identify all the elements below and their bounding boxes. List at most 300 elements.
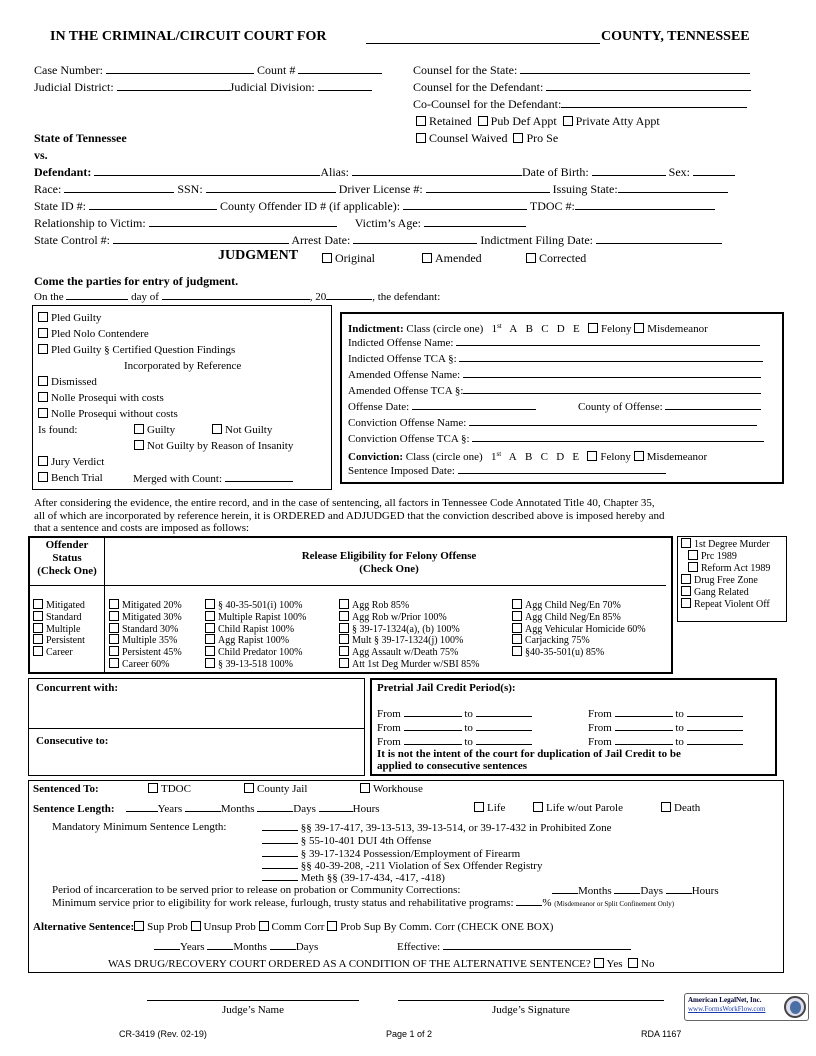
arrest-date-field[interactable] xyxy=(353,233,477,244)
conv-class-d[interactable]: D xyxy=(556,451,565,463)
to-field[interactable] xyxy=(476,720,532,731)
minimum-pct-field[interactable] xyxy=(516,895,542,906)
pled-nolo-option xyxy=(38,327,149,341)
nolle-without-checkbox[interactable] xyxy=(38,408,48,418)
indicted-tca-row xyxy=(348,351,763,366)
drug-free-checkbox[interactable] xyxy=(681,574,691,584)
status-label-1: Standard xyxy=(46,611,82,623)
period-days-field[interactable] xyxy=(614,883,640,894)
private-atty-checkbox[interactable] xyxy=(563,116,573,126)
alternative-label: Alternative Sentence xyxy=(33,921,131,933)
dob-field[interactable] xyxy=(592,165,666,176)
from-field[interactable] xyxy=(615,720,673,731)
alias-label: Alias: xyxy=(320,165,349,179)
sentence-length-label: Sentence Length: xyxy=(33,803,115,815)
release-b-checkbox-3[interactable] xyxy=(205,634,215,644)
pretrial-row-2-0 xyxy=(377,734,532,749)
mm-field-1[interactable] xyxy=(262,820,298,831)
release-d-label-0: Agg Child Neg/En 70% xyxy=(525,600,621,611)
period-months-label: Months xyxy=(578,885,612,897)
day-field[interactable] xyxy=(66,289,128,300)
release-b-checkbox-0[interactable] xyxy=(205,599,215,609)
nolle-costs-label: Nolle Prosequi with costs xyxy=(51,392,164,404)
race-row xyxy=(34,182,728,196)
release-c-label-3: Mult § 39-17-1324(j) 100% xyxy=(352,635,464,647)
hours-field[interactable] xyxy=(319,801,353,812)
mm-field-2[interactable] xyxy=(262,833,298,844)
alt-years-field[interactable] xyxy=(154,939,180,950)
amended-tca-row xyxy=(348,383,761,398)
mm-label-1: §§ 39-17-417, 39-13-513, 39-13-514, or 39-17-432 in Prohibited Zone xyxy=(300,822,612,834)
nolle-costs-option xyxy=(38,391,164,405)
release-c-label-2: § 39-17-1324(a), (b) 100% xyxy=(352,623,460,635)
state-label: State of Tennessee xyxy=(34,131,127,145)
indicted-name-label: Indicted Offense Name: xyxy=(348,337,454,349)
not-guilty-checkbox[interactable] xyxy=(212,424,222,434)
period-hours-field[interactable] xyxy=(666,883,692,894)
conviction-misd-checkbox[interactable] xyxy=(634,451,644,461)
months-field[interactable] xyxy=(185,801,221,812)
guilty-option xyxy=(134,423,175,437)
release-header-line-1: Release Eligibility for Felony Offense xyxy=(301,550,477,562)
bench-option xyxy=(38,471,103,485)
release-eligibility-header xyxy=(106,550,672,576)
release-d-checkbox-2[interactable] xyxy=(512,623,522,633)
not-guilty-option xyxy=(212,423,272,437)
sentence-length-row xyxy=(33,801,380,816)
from-label: From xyxy=(377,736,401,748)
period-months-field[interactable] xyxy=(552,883,578,894)
alt-days-field[interactable] xyxy=(270,939,296,950)
status-header-line-2: Status xyxy=(52,552,82,564)
status-checkbox-1[interactable] xyxy=(33,611,43,621)
repeat-violent-option xyxy=(681,598,770,611)
not-guilty-insanity-label: Not Guilty by Reason of Insanity xyxy=(147,440,294,452)
pretrial-row-0-0 xyxy=(377,706,532,721)
release-a-checkbox-2[interactable] xyxy=(109,623,119,633)
status-header-line-3: (Check One) xyxy=(37,565,97,577)
count-field[interactable] xyxy=(298,63,382,74)
status-checkbox-3[interactable] xyxy=(33,634,43,644)
release-b-label-5: § 39-13-518 100% xyxy=(218,659,293,670)
globe-fill xyxy=(790,1001,801,1014)
counsel-waived-row xyxy=(416,131,558,145)
conviction-tca-field[interactable] xyxy=(472,431,764,442)
conv-class-b[interactable]: B xyxy=(525,451,533,463)
life-option xyxy=(474,801,505,815)
prob-sup-label: Prob Sup By Comm. Corr (CHECK ONE BOX) xyxy=(340,921,554,933)
murder-1st-checkbox[interactable] xyxy=(681,538,691,548)
from-label: From xyxy=(377,722,401,734)
reform-act-checkbox[interactable] xyxy=(688,562,698,572)
indictment-class-row xyxy=(348,319,708,336)
from-label: From xyxy=(588,736,612,748)
tdoc-field[interactable] xyxy=(575,199,715,210)
counsel-state-row xyxy=(413,63,750,77)
corrected-label: Corrected xyxy=(539,251,587,265)
amended-name-row xyxy=(348,367,761,382)
to-field[interactable] xyxy=(476,734,532,745)
sup-prob-checkbox[interactable] xyxy=(134,921,144,931)
nolle-without-label: Nolle Prosequi without costs xyxy=(51,408,178,420)
conv-class-c[interactable]: C xyxy=(540,451,548,463)
state-id-field[interactable] xyxy=(89,199,217,210)
case-number-label: Case Number: xyxy=(34,63,103,77)
month-field[interactable] xyxy=(162,289,310,300)
release-a-checkbox-5[interactable] xyxy=(109,658,119,668)
conv-class-e[interactable]: E xyxy=(572,451,580,463)
release-d-checkbox-4[interactable] xyxy=(512,646,522,656)
tdoc-option-label: TDOC xyxy=(161,783,191,795)
to-field[interactable] xyxy=(687,720,743,731)
indicted-name-field[interactable] xyxy=(456,335,760,346)
retained-label: Retained xyxy=(429,114,472,128)
release-c-checkbox-4[interactable] xyxy=(339,646,349,656)
judge-name-line[interactable] xyxy=(147,1000,359,1001)
release-c-checkbox-3[interactable] xyxy=(339,634,349,644)
pretrial-row-1-0 xyxy=(377,720,532,735)
conviction-name-field[interactable] xyxy=(469,415,757,426)
consecutive-label: Consecutive to: xyxy=(36,735,109,747)
incorporated-label: Incorporated by Reference xyxy=(124,360,242,372)
corrected-checkbox[interactable] xyxy=(526,253,536,263)
to-label: to xyxy=(464,736,473,748)
conv-class-a[interactable]: A xyxy=(508,451,517,463)
release-d-checkbox-0[interactable] xyxy=(512,599,522,609)
dismissed-option xyxy=(38,375,97,389)
offense-date-label: Offense Date: xyxy=(348,401,410,413)
release-a-label-0: Mitigated 20% xyxy=(122,600,182,611)
life-label: Life xyxy=(487,802,506,814)
sentenced-to-label: Sentenced To xyxy=(33,783,96,795)
release-a-checkbox-1[interactable] xyxy=(109,611,119,621)
relationship-row xyxy=(34,216,526,230)
county-offense-row xyxy=(578,399,761,414)
victim-age-field[interactable] xyxy=(424,216,526,227)
release-d-label-2: Agg Vehicular Homicide 60% xyxy=(525,623,646,635)
to-label: to xyxy=(464,722,473,734)
release-d-option-4 xyxy=(512,646,604,659)
pled-guilty-cert-label: Pled Guilty § Certified Question Findings xyxy=(51,344,236,356)
from-field[interactable] xyxy=(615,706,673,717)
cocounsel-label: Co-Counsel for the Defendant: xyxy=(413,97,562,111)
county-offense-label: County of Offense: xyxy=(578,401,663,413)
to-field[interactable] xyxy=(687,734,743,745)
victim-age-label: Victim’s Age: xyxy=(354,216,422,230)
judge-name-label: Judge’s Name xyxy=(221,1004,284,1016)
pled-guilty-label: Pled Guilty xyxy=(51,312,102,324)
prc-1989-checkbox[interactable] xyxy=(688,550,698,560)
conviction-felony-checkbox[interactable] xyxy=(587,451,597,461)
counsel-state-label: Counsel for the State: xyxy=(413,63,518,77)
release-d-checkbox-3[interactable] xyxy=(512,634,522,644)
repeat-violent-checkbox[interactable] xyxy=(681,598,691,608)
driver-license-label: Driver License #: xyxy=(338,182,423,196)
to-field[interactable] xyxy=(687,706,743,717)
release-d-checkbox-1[interactable] xyxy=(512,611,522,621)
from-label: From xyxy=(588,722,612,734)
mandatory-label: Mandatory Minimum Sentence Length: xyxy=(52,821,227,833)
years-field[interactable] xyxy=(126,801,158,812)
counsel-waived-checkbox[interactable] xyxy=(416,133,426,143)
case-number-field[interactable] xyxy=(106,63,254,74)
gang-related-label: Gang Related xyxy=(694,587,749,598)
sex-field[interactable] xyxy=(693,165,735,176)
case-number-row xyxy=(34,63,382,77)
concurrent-divider xyxy=(28,728,365,729)
sentence-imposed-field[interactable] xyxy=(458,463,666,474)
indictment-class-label: Class (circle one) xyxy=(406,323,484,335)
days-label: Days xyxy=(293,803,316,815)
period-days-label: Days xyxy=(640,885,663,897)
come-parties: Come the parties for entry of judgment. xyxy=(34,274,239,288)
cocounsel-field[interactable] xyxy=(561,97,747,108)
tdoc-option xyxy=(148,782,191,796)
release-c-option-5 xyxy=(339,658,480,671)
release-b-checkbox-5[interactable] xyxy=(205,658,215,668)
state-control-label: State Control #: xyxy=(34,233,110,247)
release-b-label-0: § 40-35-501(i) 100% xyxy=(218,600,303,611)
comm-corr-label: Comm Corr xyxy=(271,921,325,933)
order-line-2: all of which are incorporated by reference herein, it is ORDERED and ADJUDGED that the conviction described above is imposed hereby and xyxy=(34,510,665,522)
pled-guilty-cert-option xyxy=(38,343,235,357)
from-label: From xyxy=(377,708,401,720)
release-a-label-3: Multiple 35% xyxy=(122,635,178,647)
release-c-checkbox-5[interactable] xyxy=(339,658,349,668)
workhouse-option xyxy=(360,782,423,796)
conviction-class-label: Class (circle one) xyxy=(405,451,483,463)
years-label: Years xyxy=(157,803,183,815)
county-field[interactable] xyxy=(366,30,600,47)
release-a-checkbox-0[interactable] xyxy=(109,599,119,609)
counsel-defendant-field[interactable] xyxy=(546,80,751,91)
release-a-checkbox-3[interactable] xyxy=(109,634,119,644)
rda-number: RDA 1167 xyxy=(641,1029,682,1039)
mm-field-3[interactable] xyxy=(262,846,298,857)
release-b-label-2: Child Rapist 100% xyxy=(218,623,295,635)
relationship-field[interactable] xyxy=(149,216,337,227)
sentenced-to-row: Sentenced To: xyxy=(33,783,99,795)
class-d[interactable]: D xyxy=(556,323,565,335)
from-field[interactable] xyxy=(615,734,673,745)
gang-related-checkbox[interactable] xyxy=(681,586,691,596)
class-a[interactable]: A xyxy=(509,323,518,335)
alt-years-label: Years xyxy=(180,941,205,953)
pro-se-checkbox[interactable] xyxy=(513,133,523,143)
jury-checkbox[interactable] xyxy=(38,456,48,466)
amended-checkbox[interactable] xyxy=(422,253,432,263)
class-c[interactable]: C xyxy=(541,323,549,335)
to-field[interactable] xyxy=(476,706,532,717)
conv-class-1[interactable]: 1st xyxy=(490,450,502,463)
offense-date-field[interactable] xyxy=(412,399,536,410)
status-label-0: Mitigated xyxy=(46,600,85,611)
state-id-row xyxy=(34,199,715,213)
unsup-prob-checkbox[interactable] xyxy=(191,921,201,931)
conviction-name-row xyxy=(348,415,757,430)
status-label-3: Persistent xyxy=(46,635,85,647)
release-b-checkbox-1[interactable] xyxy=(205,611,215,621)
offender-header-line xyxy=(30,585,666,586)
conviction-class-row xyxy=(348,447,707,464)
release-b-checkbox-4[interactable] xyxy=(205,646,215,656)
tdoc-checkbox[interactable] xyxy=(148,783,158,793)
period-hours-label: Hours xyxy=(691,885,719,897)
mm-field-4[interactable] xyxy=(262,858,298,869)
counsel-defendant-row xyxy=(413,80,751,94)
mm-field-5[interactable] xyxy=(262,870,298,881)
alt-days-label: Days xyxy=(295,941,319,953)
race-label: Race: xyxy=(34,182,62,196)
retained-checkbox[interactable] xyxy=(416,116,426,126)
status-checkbox-2[interactable] xyxy=(33,623,43,633)
death-checkbox[interactable] xyxy=(661,802,671,812)
indictment-felony-checkbox[interactable] xyxy=(588,323,598,333)
race-field[interactable] xyxy=(64,182,174,193)
status-header-line-1: Offender xyxy=(45,539,89,551)
judgment-title: JUDGMENT xyxy=(218,248,299,263)
drug-court-yes-checkbox[interactable] xyxy=(594,958,604,968)
sex-label: Sex: xyxy=(668,165,690,179)
mm-label-3: § 39-17-1324 Possession/Employment of Firearm xyxy=(300,848,521,860)
amended-tca-field[interactable] xyxy=(463,383,761,394)
pled-nolo-label: Pled Nolo Contendere xyxy=(51,328,149,340)
pub-def-checkbox[interactable] xyxy=(478,116,488,126)
indicted-name-row xyxy=(348,335,760,350)
life-checkbox[interactable] xyxy=(474,802,484,812)
amended-tca-label: Amended Offense TCA §: xyxy=(348,385,464,397)
judicial-division-field[interactable] xyxy=(318,80,372,91)
status-label-4: Career xyxy=(46,647,73,659)
class-b[interactable]: B xyxy=(525,323,533,335)
release-a-checkbox-4[interactable] xyxy=(109,646,119,656)
from-field[interactable] xyxy=(404,734,462,745)
driver-license-field[interactable] xyxy=(426,182,550,193)
dismissed-checkbox[interactable] xyxy=(38,376,48,386)
life-wo-option xyxy=(533,801,623,815)
offender-divider xyxy=(104,537,105,673)
days-field[interactable] xyxy=(257,801,293,812)
year-field[interactable] xyxy=(326,289,372,300)
prob-sup-checkbox[interactable] xyxy=(327,921,337,931)
status-checkbox-0[interactable] xyxy=(33,599,43,609)
state-id-label: State ID #: xyxy=(34,199,86,213)
defendant-label: Defendant: xyxy=(34,165,92,179)
form-number: CR-3419 (Rev. 02-19) xyxy=(119,1029,207,1039)
release-c-label-5: Att 1st Deg Murder w/SBI 85% xyxy=(352,659,480,670)
alt-length-row xyxy=(154,939,318,954)
on-the-row xyxy=(34,289,440,304)
globe-icon xyxy=(784,996,806,1018)
release-b-checkbox-2[interactable] xyxy=(205,623,215,633)
private-atty-label: Private Atty Appt xyxy=(575,114,660,128)
state-control-field[interactable] xyxy=(113,233,289,244)
from-field[interactable] xyxy=(404,720,462,731)
indictment-misd-label: Misdemeanor xyxy=(647,323,708,335)
repeat-violent-label: Repeat Violent Off xyxy=(694,599,770,610)
pretrial-row-1-1 xyxy=(588,720,743,735)
county-offender-id-label: County Offender ID # (if applicable): xyxy=(220,199,401,213)
counsel-state-field[interactable] xyxy=(520,63,750,74)
indictment-filing-field[interactable] xyxy=(596,233,722,244)
hours-label: Hours xyxy=(352,803,380,815)
nolle-costs-checkbox[interactable] xyxy=(38,392,48,402)
indicted-tca-field[interactable] xyxy=(459,351,763,362)
alt-months-field[interactable] xyxy=(207,939,233,950)
judicial-district-field[interactable] xyxy=(117,80,230,91)
release-header-line-2: (Check One) xyxy=(359,563,419,575)
county-offender-id-field[interactable] xyxy=(403,199,527,210)
judge-signature-line[interactable] xyxy=(398,1000,664,1001)
release-b-label-4: Child Predator 100% xyxy=(218,647,303,659)
logo-url[interactable]: www.FormsWorkFlow.com xyxy=(688,1005,766,1013)
release-c-checkbox-1[interactable] xyxy=(339,611,349,621)
life-wo-checkbox[interactable] xyxy=(533,802,543,812)
judge-signature-label: Judge’s Signature xyxy=(492,1004,570,1016)
ssn-field[interactable] xyxy=(206,182,336,193)
indicted-tca-label: Indicted Offense TCA §: xyxy=(348,353,457,365)
effective-field[interactable] xyxy=(443,939,631,950)
release-b-label-1: Multiple Rapist 100% xyxy=(218,611,307,623)
judicial-district-label: Judicial District: xyxy=(34,80,114,94)
defendant-field[interactable] xyxy=(94,165,320,176)
merged-field[interactable] xyxy=(225,471,293,482)
bench-checkbox[interactable] xyxy=(38,472,48,482)
pled-guilty-cert-checkbox[interactable] xyxy=(38,344,48,354)
on-the-label: On the xyxy=(34,291,64,303)
drug-court-no-checkbox[interactable] xyxy=(628,958,638,968)
release-c-label-0: Agg Rob 85% xyxy=(352,600,410,611)
release-c-label-4: Agg Assault w/Death 75% xyxy=(352,647,459,659)
release-c-checkbox-0[interactable] xyxy=(339,599,349,609)
county-jail-checkbox[interactable] xyxy=(244,783,254,793)
alias-field[interactable] xyxy=(352,165,522,176)
not-guilty-insanity-checkbox[interactable] xyxy=(134,440,144,450)
count-label: Count # xyxy=(256,63,296,77)
to-label: to xyxy=(464,708,473,720)
release-c-checkbox-2[interactable] xyxy=(339,623,349,633)
from-field[interactable] xyxy=(404,706,462,717)
original-checkbox[interactable] xyxy=(322,253,332,263)
ssn-label: SSN: xyxy=(177,182,203,196)
dob-label: Date of Birth: xyxy=(522,165,589,179)
pled-nolo-checkbox[interactable] xyxy=(38,328,48,338)
release-a-label-2: Standard 30% xyxy=(122,623,179,635)
pled-guilty-checkbox[interactable] xyxy=(38,312,48,322)
sentence-imposed-row xyxy=(348,463,666,478)
jury-label: Jury Verdict xyxy=(51,456,105,468)
life-wo-label: Life w/out Parole xyxy=(546,802,623,814)
status-checkbox-4[interactable] xyxy=(33,646,43,656)
comm-corr-checkbox[interactable] xyxy=(259,921,269,931)
workhouse-checkbox[interactable] xyxy=(360,783,370,793)
counsel-type-row xyxy=(416,114,660,128)
status-option-4 xyxy=(33,646,73,659)
indictment-misd-checkbox[interactable] xyxy=(634,323,644,333)
guilty-checkbox[interactable] xyxy=(134,424,144,434)
issuing-state-field[interactable] xyxy=(618,182,728,193)
class-e[interactable]: E xyxy=(573,323,580,335)
indictment-label: Indictment: xyxy=(348,323,404,335)
class-1[interactable]: 1st xyxy=(491,322,502,335)
merged-label: Merged with Count: xyxy=(133,473,223,485)
order-line-3: that a sentence and costs are imposed as follows: xyxy=(34,522,250,534)
defendant-row xyxy=(34,165,735,179)
amended-name-field[interactable] xyxy=(463,367,761,378)
county-offense-field[interactable] xyxy=(665,399,761,410)
court-title-right: COUNTY, TENNESSEE xyxy=(601,29,750,44)
release-a-label-4: Persistent 45% xyxy=(122,647,182,659)
